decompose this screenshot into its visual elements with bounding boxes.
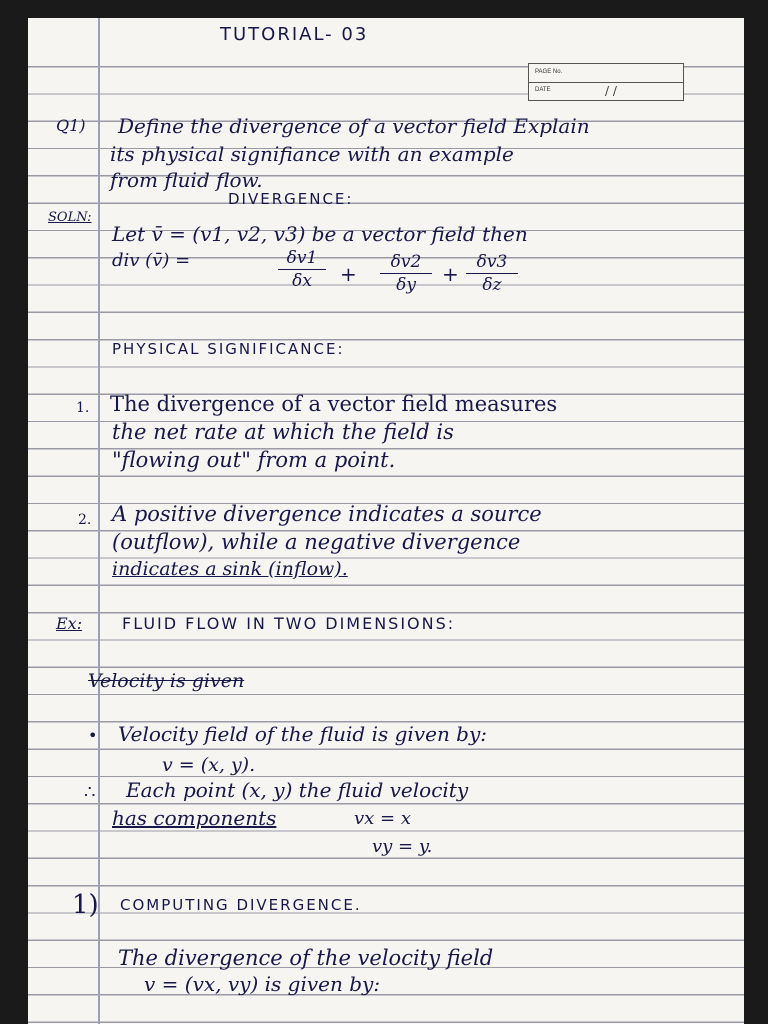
fraction-v3-num: δv3 xyxy=(476,252,508,272)
computing-number: 1) xyxy=(72,890,99,920)
each-point-line: Each point (x, y) the fluid velocity xyxy=(126,778,469,802)
point-1-number: 1. xyxy=(76,400,90,416)
solution-label: SOLN: xyxy=(48,210,92,225)
struck-velocity-line: Velocity is given xyxy=(88,670,245,692)
velocity-equation: v = (x, y). xyxy=(162,754,256,776)
point-1-line-2: the net rate at which the field is xyxy=(112,420,454,444)
computing-line-2: v = (vx, vy) is given by: xyxy=(144,972,381,996)
fraction-bar xyxy=(278,269,326,270)
point-2-line-3: indicates a sink (inflow). xyxy=(112,558,348,580)
fraction-v1-den: δx xyxy=(292,271,312,291)
notebook-page xyxy=(28,18,744,1024)
divergence-heading: DIVERGENCE: xyxy=(228,190,354,208)
fraction-v2-num: δv2 xyxy=(390,252,422,272)
plus-sign-1: + xyxy=(340,262,357,286)
point-2-line-1: A positive divergence indicates a source xyxy=(112,502,542,526)
date-label: DATE xyxy=(535,87,551,93)
point-2-line-2: (outflow), while a negative divergence xyxy=(112,530,521,554)
point-1-line-3: "flowing out" from a point. xyxy=(112,448,396,472)
question-line-1: Define the divergence of a vector field Explain xyxy=(118,114,590,138)
velocity-field-line: Velocity field of the fluid is given by: xyxy=(118,722,488,746)
fraction-v2 xyxy=(380,252,432,295)
vector-field-line: Let v̄ = (v1, v2, v3) be a vector field then xyxy=(112,222,528,246)
fraction-v3 xyxy=(466,252,518,295)
components-line: has components xyxy=(112,806,277,830)
question-label: Q1) xyxy=(56,116,86,135)
point-2-number: 2. xyxy=(78,512,92,528)
question-line-2: its physical signifiance with an example xyxy=(110,142,514,166)
fraction-bar xyxy=(380,273,432,274)
fraction-v1 xyxy=(278,248,326,291)
bullet: • xyxy=(88,726,98,745)
physical-significance-heading: PHYSICAL SIGNIFICANCE: xyxy=(112,340,345,358)
point-1-line-1: The divergence of a vector field measures xyxy=(110,392,558,416)
fluid-flow-heading: FLUID FLOW IN TWO DIMENSIONS: xyxy=(122,614,456,633)
question-line-3: from fluid flow. xyxy=(110,168,263,192)
page-title: TUTORIAL- 03 xyxy=(220,24,369,45)
therefore-symbol: ∴ xyxy=(84,782,96,803)
vx-equation: vx = x xyxy=(354,808,411,829)
fraction-v1-num: δv1 xyxy=(286,248,318,268)
fraction-v2-den: δy xyxy=(396,275,416,295)
fraction-bar xyxy=(466,273,518,274)
vy-equation: vy = y. xyxy=(372,836,433,857)
margin-line xyxy=(98,18,100,1024)
fraction-v3-den: δz xyxy=(482,275,502,295)
computing-heading: COMPUTING DIVERGENCE. xyxy=(120,896,362,914)
page-number-label: PAGE No. xyxy=(535,69,563,75)
plus-sign-2: + xyxy=(442,262,459,286)
date-value: / / xyxy=(605,84,617,98)
example-label: Ex: xyxy=(56,614,83,633)
date-box xyxy=(528,63,684,101)
computing-line-1: The divergence of the velocity field xyxy=(118,946,494,970)
div-lhs: div (v̄) = xyxy=(112,250,191,271)
